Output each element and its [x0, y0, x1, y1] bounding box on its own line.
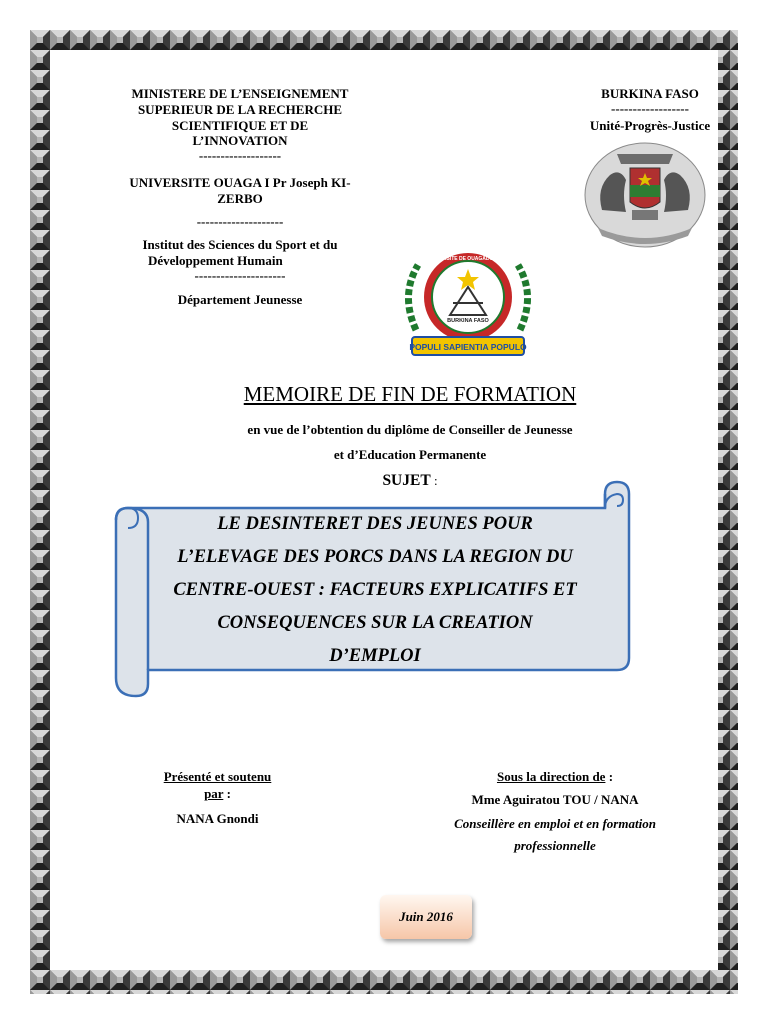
direction-label-text: Sous la direction de	[496, 769, 606, 784]
supervisor-role-line-1: Conseillère en emploi et en formation	[454, 816, 656, 831]
ministry-line-2: SUPERIEUR DE LA RECHERCHE	[137, 102, 343, 117]
direction-colon: :	[605, 769, 614, 784]
subtitle-line-1: en vue de l’obtention du diplôme de Conseiller de Jeunesse	[247, 422, 573, 437]
national-motto: Unité-Progrès-Justice	[589, 118, 711, 133]
institute-line-2: Développement Humain	[148, 253, 283, 268]
subject-line-3: CENTRE-OUEST : FACTEURS EXPLICATIFS ET	[173, 580, 577, 600]
page-title: MEMOIRE DE FIN DE FORMATION	[243, 382, 577, 406]
supervisor-role-line-2: professionnelle	[514, 838, 596, 853]
university-seal-logo	[398, 245, 538, 360]
student-name: NANA Gnondi	[176, 811, 259, 826]
university-line-1: UNIVERSITE OUAGA I Pr Joseph KI-	[129, 175, 351, 190]
seal-inner-text: BURKINA FASO	[447, 318, 489, 324]
coat-of-arms-emblem	[582, 140, 708, 250]
presented-label-line-1: Présenté et soutenu	[163, 769, 272, 784]
separator-1: -------------------	[198, 148, 282, 163]
country-name: BURKINA FASO	[601, 86, 699, 101]
seal-ribbon-text: POPULI SAPIENTIA POPULO	[409, 342, 527, 352]
submission-date: Juin 2016	[399, 909, 453, 924]
subject-text	[140, 508, 610, 673]
institute-line-1: Institut des Sciences du Sport et du	[142, 237, 338, 252]
separator-3: ---------------------	[194, 268, 286, 283]
subject-line-5: D’EMPLOI	[329, 646, 421, 666]
separator-2: --------------------	[196, 214, 284, 229]
ministry-line-3: SCIENTIFIQUE ET DE	[171, 118, 309, 133]
sujet-label: SUJET	[382, 472, 431, 489]
ministry-line-1: MINISTERE DE L’ENSEIGNEMENT	[131, 86, 349, 101]
university-line-2: ZERBO	[217, 191, 263, 206]
presented-par-label: par	[204, 786, 224, 801]
presented-label-line-2	[130, 786, 305, 802]
subject-line-4: CONSEQUENCES SUR LA CREATION	[217, 613, 533, 633]
subject-line-2: L’ELEVAGE DES PORCS DANS LA REGION DU	[177, 547, 573, 567]
sujet-colon: :	[430, 473, 438, 488]
seal-ring-text: UNIVERSITE DE OUAGADOUGOU	[427, 256, 509, 262]
direction-label	[430, 769, 680, 785]
date-box	[380, 895, 472, 939]
subtitle-line-2: et d’Education Permanente	[333, 447, 487, 462]
ministry-line-4: L’INNOVATION	[192, 133, 288, 148]
subject-line-1: LE DESINTERET DES JEUNES POUR	[217, 514, 533, 534]
country-separator: ------------------	[611, 101, 689, 116]
presented-colon: :	[223, 786, 231, 801]
supervisor-name: Mme Aguiratou TOU / NANA	[471, 792, 639, 807]
department-label: Département Jeunesse	[177, 292, 303, 307]
